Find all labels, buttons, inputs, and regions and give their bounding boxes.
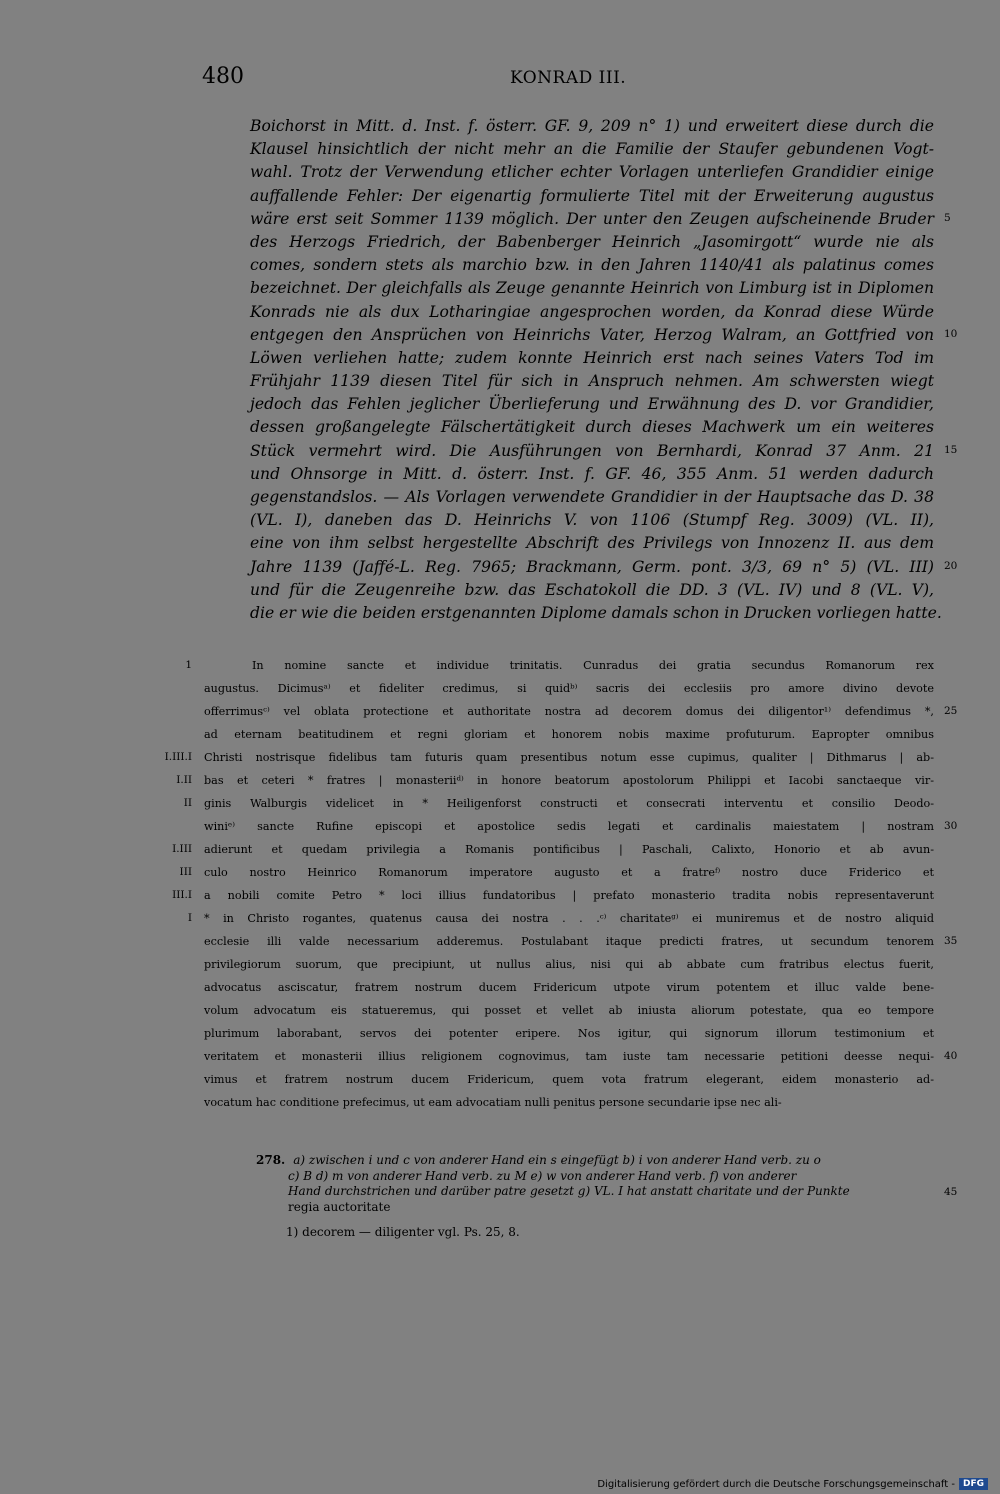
source-siglum: 1 (185, 659, 192, 671)
charter-line: offerrimusᶜ⁾ vel oblata protectione et authoritate nostra ad decorem domus dei diligentor¹⁾ defendimus *, (204, 705, 934, 718)
intro-line: Konrads nie als dux Lotharingiae angesprochen worden, da Konrad diese Würde (250, 302, 934, 321)
intro-line: Klausel hinsichtlich der nicht mehr an die Familie der Staufer gebundenen Vogt- (250, 140, 934, 159)
intro-line: bezeichnet. Der gleichfalls als Zeuge genannte Heinrich von Limburg ist in Diplomen (250, 279, 934, 298)
intro-line: auffallende Fehler: Der eigenartig formulierte Titel mit der Erweiterung augustus (250, 186, 934, 205)
charter-line: * in Christo rogantes, quatenus causa dei nostra . . .ᶜ⁾ charitateᵍ⁾ ei muniremus et de nostro aliquid (204, 912, 934, 925)
apparatus-line-4: regia auctoritate (288, 1199, 391, 1214)
intro-line: und Ohnsorge in Mitt. d. österr. Inst. f. GF. 46, 355 Anm. 51 werden dadurch (250, 464, 934, 483)
line-number: 40 (944, 1050, 958, 1062)
charter-line: a nobili comite Petro * loci illius fundatoribus | prefato monasterio tradita nobis representaverunt (204, 889, 934, 902)
source-siglum: III.I (172, 889, 192, 901)
charter-line: Christi nostrisque fidelibus tam futuris quam presentibus notum esse cupimus, qualiter | Dithmarus | ab- (204, 751, 934, 764)
intro-line: des Herzogs Friedrich, der Babenberger Heinrich „Jasomirgott“ wurde nie als (250, 232, 934, 251)
charter-line: veritatem et monasterii illius religionem cognovimus, tam iuste tam necessarie petitioni deesse nequi- (204, 1050, 934, 1063)
line-number: 35 (944, 935, 958, 947)
critical-apparatus (256, 1153, 940, 1241)
intro-line: dessen großangelegte Fälschertätigkeit durch dieses Machwerk um ein weiteres (250, 418, 934, 437)
intro-line: Frühjahr 1139 diesen Titel für sich in Anspruch nehmen. Am schwersten wiegt (250, 372, 934, 391)
charter-line: volum advocatum eis statueremus, qui posset et vellet ab iniusta aliorum potestate, qua eo tempore (204, 1004, 934, 1017)
charter-line: augustus. Dicimusᵃ⁾ et fideliter credimus, si quidᵇ⁾ sacris dei ecclesiis pro amore divino devote (204, 682, 934, 695)
intro-line: comes, sondern stets als marchio bzw. in den Jahren 1140/41 als palatinus comes (250, 256, 934, 275)
line-number: 20 (944, 559, 958, 572)
apparatus-line-3: Hand durchstrichen und darüber patre gesetzt g) VL. I hat anstatt charitate und der Punkte (288, 1184, 850, 1198)
charter-line: ad eternam beatitudinem et regni gloriam et honorem nobis maxime profuturum. Eapropter omnibus (204, 728, 934, 741)
source-siglum: III (179, 866, 192, 878)
charter-line: culo nostro Heinrico Romanorum imperatore augusto et a fratreᶠ⁾ nostro duce Friderico et (204, 866, 934, 879)
charter-line: advocatus asciscatur, fratrem nostrum ducem Fridericum utpote virum potentem et illuc valde bene- (204, 981, 934, 994)
dfg-logo: DFG (959, 1478, 988, 1490)
line-number: 10 (944, 327, 958, 340)
charter-line: In nomine sancte et individue trinitatis. Cunradus dei gratia secundus Romanorum rex (252, 659, 934, 672)
source-siglum: II (183, 797, 192, 809)
line-number: 5 (944, 211, 951, 224)
intro-line: wahl. Trotz der Verwendung etlicher echter Vorlagen unterliefen Grandidier einige (250, 163, 934, 182)
charter-text (204, 654, 934, 1114)
charter-line: ecclesie illi valde necessarium adderemus. Postulabant itaque predicti fratres, ut secundum tenorem (204, 935, 934, 948)
intro-line: Jahre 1139 (Jaffé-L. Reg. 7965; Brackmann, Germ. pont. 3/3, 69 n° 5) (VL. III) (250, 557, 934, 576)
intro-line: die er wie die beiden erstgenannten Diplome damals schon in Drucken vorliegen hatte. (250, 603, 942, 622)
intro-line: gegenstandslos. — Als Vorlagen verwendete Grandidier in der Hauptsache das D. 38 (250, 488, 934, 506)
footer-credit (597, 1478, 988, 1490)
footer-text: Digitalisierung gefördert durch die Deutsche Forschungsgemeinschaft - (597, 1478, 955, 1490)
source-siglum: I.II (176, 774, 192, 786)
charter-line: winiᵉ⁾ sancte Rufine episcopi et apostolice sedis legati et cardinalis maiestatem | nostram (204, 820, 934, 833)
line-number: 30 (944, 820, 958, 832)
line-number: 15 (944, 443, 958, 456)
intro-line: Stück vermehrt wird. Die Ausführungen von Bernhardi, Konrad 37 Anm. 21 (250, 441, 934, 460)
intro-line: Boichorst in Mitt. d. Inst. f. österr. GF. 9, 209 n° 1) und erweitert diese durch die (250, 117, 934, 135)
intro-commentary (250, 115, 942, 625)
intro-line: eine von ihm selbst hergestellte Abschrift des Privilegs von Innozenz II. aus dem (250, 534, 934, 553)
apparatus-line-2: c) B d) m von anderer Hand verb. zu M e) w von anderer Hand verb. f) von anderer (288, 1168, 797, 1183)
charter-line: vocatum hac conditione prefecimus, ut eam advocatiam nulli penitus persone secundarie ipse nec ali- (204, 1096, 782, 1109)
source-siglum: I (187, 912, 192, 924)
source-siglum: I.III (172, 843, 192, 855)
intro-line: Löwen verliehen hatte; zudem konnte Heinrich erst nach seines Vaters Tod im (250, 348, 934, 367)
charter-line: ginis Walburgis videlicet in * Heiligenforst constructi et consecrati interventu et consilio Deodo- (204, 797, 934, 810)
intro-line: (VL. I), daneben das D. Heinrichs V. von 1106 (Stumpf Reg. 3009) (VL. II), (250, 511, 934, 530)
charter-line: bas et ceteri * fratres | monasteriiᵈ⁾ in honore beatorum apostolorum Philippi et Iacobi sanctaeque vir- (204, 774, 934, 787)
source-siglum: I.III.I (164, 751, 192, 763)
apparatus-line-number: 45 (944, 1186, 958, 1198)
line-number: 25 (944, 705, 958, 717)
running-title: KONRAD III. (510, 68, 627, 88)
intro-line: entgegen den Ansprüchen von Heinrichs Vater, Herzog Walram, an Gottfried von (250, 325, 934, 344)
intro-line: jedoch das Fehlen jeglicher Überlieferung und Erwähnung des D. vor Grandidier, (250, 395, 934, 414)
charter-line: vimus et fratrem nostrum ducem Fridericum, quem vota fratrum elegerant, eidem monasterio ad- (204, 1073, 934, 1086)
charter-line: adierunt et quedam privilegia a Romanis pontificibus | Paschali, Calixto, Honorio et ab avun- (204, 843, 934, 856)
footnote: 1) decorem — diligenter vgl. Ps. 25, 8. (286, 1225, 520, 1239)
charter-line: plurimum laborabant, servos dei potenter eripere. Nos igitur, qui signorum illorum testimonium et (204, 1027, 934, 1040)
document-number: 278. (256, 1153, 286, 1167)
apparatus-line-1: 278. a) zwischen i und c von anderer Hand ein s eingefügt b) i von anderer Hand verb. zu o (256, 1153, 821, 1167)
intro-line: und für die Zeugenreihe bzw. das Eschatokoll die DD. 3 (VL. IV) und 8 (VL. V), (250, 580, 934, 599)
charter-line: privilegiorum suorum, que precipiunt, ut nullus alius, nisi qui ab abbate cum fratribus electus fuerit, (204, 958, 934, 971)
page-number: 480 (202, 64, 244, 89)
intro-line: wäre erst seit Sommer 1139 möglich. Der unter den Zeugen aufscheinende Bruder (250, 209, 934, 228)
